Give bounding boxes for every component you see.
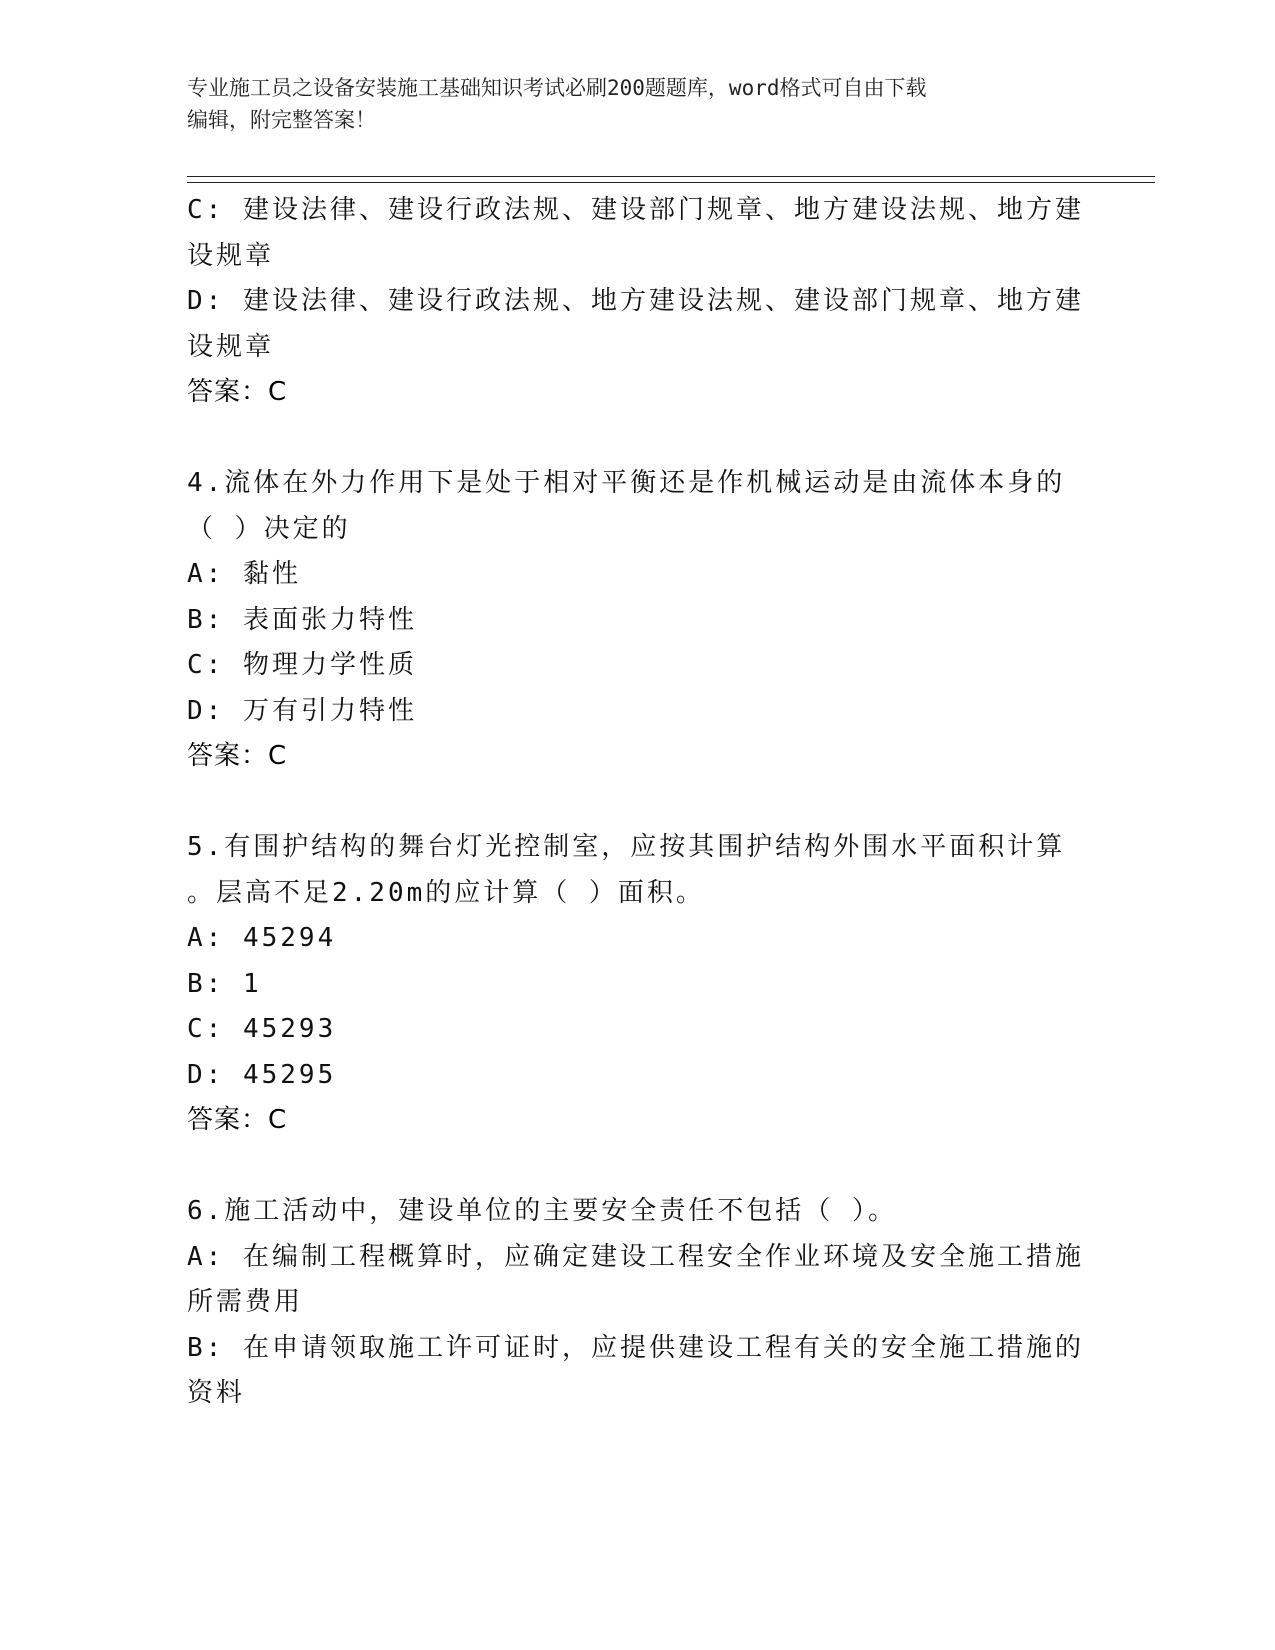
question-6 — [187, 1189, 1087, 1417]
question-list — [187, 188, 1087, 1417]
q3-option-d-line1: D: 建设法律、建设行政法规、地方建设法规、建设部门规章、地方建 — [187, 286, 1084, 316]
q5-stem-line2: 。层高不足2.20m的应计算（ ）面积。 — [187, 877, 705, 908]
q6-option-b-line2: 资料 — [187, 1378, 246, 1408]
spacer — [187, 780, 1087, 826]
spacer — [187, 1144, 1087, 1190]
header-divider-bottom — [187, 182, 1155, 183]
q5-option-b: B: 1 — [187, 968, 262, 999]
q4-option-d: D: 万有引力特性 — [187, 695, 417, 726]
q3-answer: 答案：C — [187, 377, 288, 407]
q4-stem-line1: 4.流体在外力作用下是处于相对平衡还是作机械运动是由流体本身的 — [187, 468, 1066, 498]
q4-option-a: A: 黏性 — [187, 559, 301, 589]
spacer — [187, 416, 1087, 462]
q3-option-c-line1: C: 建设法律、建设行政法规、建设部门规章、地方建设法规、地方建 — [187, 195, 1084, 225]
q5-option-d: D: 45295 — [187, 1059, 337, 1090]
question-4 — [187, 461, 1087, 780]
q5-option-a: A: 45294 — [187, 923, 337, 953]
q6-stem: 6.施工活动中，建设单位的主要安全责任不包括（ ）。 — [187, 1196, 897, 1226]
q6-option-a-line1: A: 在编制工程概算时，应确定建设工程安全作业环境及安全施工措施 — [187, 1241, 1084, 1272]
document-header — [187, 72, 1067, 136]
q4-stem-line2: （ ）决定的 — [187, 513, 351, 544]
question-3-tail — [187, 188, 1087, 416]
question-5 — [187, 825, 1087, 1144]
q3-option-d-line2: 设规章 — [187, 331, 275, 362]
q4-option-b: B: 表面张力特性 — [187, 604, 417, 635]
q6-option-b-line1: B: 在申请领取施工许可证时，应提供建设工程有关的安全施工措施的 — [187, 1332, 1084, 1363]
q4-answer: 答案：C — [187, 741, 288, 771]
q5-stem-line1: 5.有围护结构的舞台灯光控制室，应按其围护结构外围水平面积计算 — [187, 832, 1066, 862]
q5-option-c: C: 45293 — [187, 1014, 337, 1044]
header-divider-top — [187, 176, 1155, 177]
header-line-2: 编辑，附完整答案！ — [187, 108, 376, 132]
q6-option-a-line2: 所需费用 — [187, 1287, 304, 1317]
q4-option-c: C: 物理力学性质 — [187, 650, 417, 680]
q3-option-c-line2: 设规章 — [187, 240, 275, 271]
q5-answer: 答案：C — [187, 1105, 288, 1135]
header-line-1: 专业施工员之设备安装施工基础知识考试必刷200题题库，word格式可自由下载 — [187, 76, 927, 100]
